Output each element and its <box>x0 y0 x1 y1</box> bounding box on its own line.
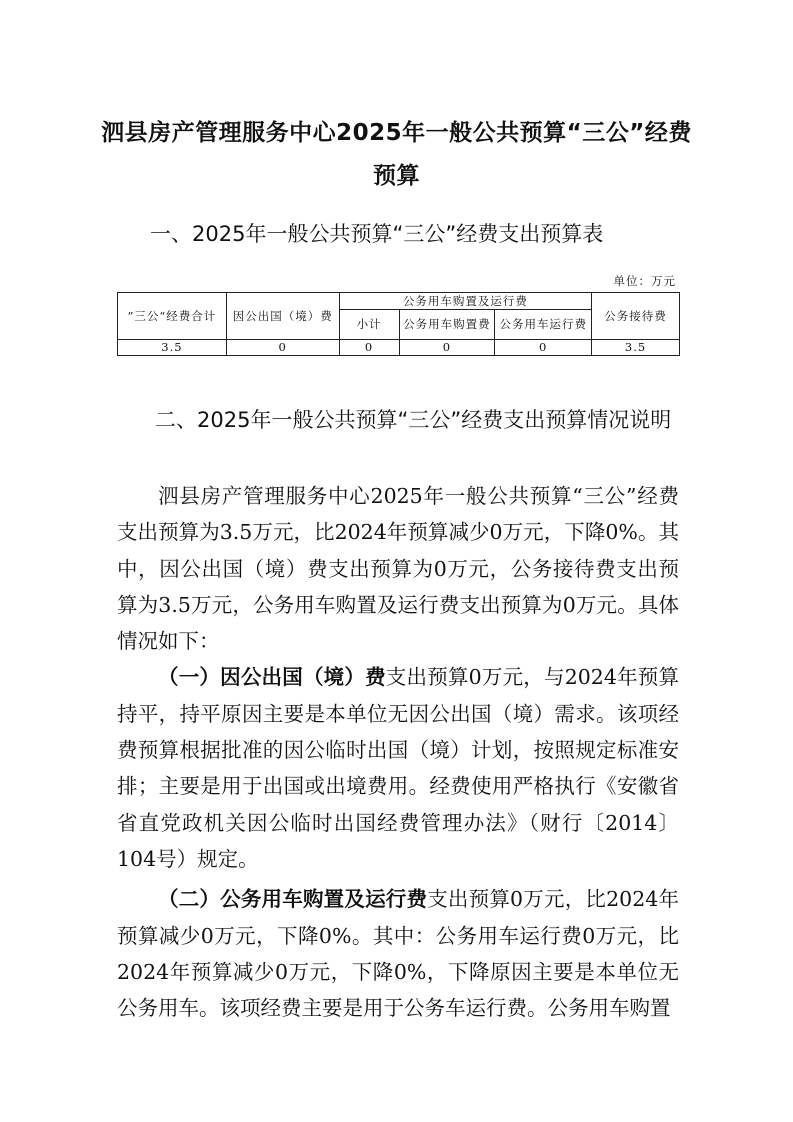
unit-label: 单位：万元 <box>613 274 676 288</box>
header-reception: 公务接待费 <box>592 293 680 340</box>
cell-subtotal: 0 <box>339 340 399 356</box>
cell-operation: 0 <box>495 340 592 356</box>
header-vehicle-operation: 公务用车运行费 <box>495 310 592 340</box>
item2-text: 支出预算0万元，比2024年预算减少0万元，下降0%。其中：公务用车运行费0万元，比2024年预算减少0万元，下降0%，下降原因主要是本单位无公务用车。该项经费主要是用于公务车运行费。公务用车购置 <box>117 887 679 1021</box>
table-row <box>118 340 680 356</box>
item1-text: 支出预算0万元，与2024年预算持平，持平原因主要是本单位无因公出国（境）需求。该项经费预算根据批准的因公临时出国（境）计划，按照规定标准安排；主要是用于出国或出境费用。经费使用严格执行《安徽省省直党政机关因公临时出国经费管理办法》（财行〔2014〕104号）规定。 <box>117 665 680 871</box>
item1-paragraph <box>117 659 679 877</box>
cell-purchase: 0 <box>399 340 495 356</box>
section1-heading: 一、2025年一般公共预算“三公”经费支出预算表 <box>150 222 604 246</box>
document-title: 泗县房产管理服务中心2025年一般公共预算“三公”经费预算 <box>101 120 692 189</box>
header-subtotal: 小计 <box>339 310 399 340</box>
cell-reception: 3.5 <box>592 340 680 356</box>
intro-paragraph: 泗县房产管理服务中心2025年一般公共预算“三公”经费支出预算为3.5万元，比2024年预算减少0万元，下降0%。其中，因公出国（境）费支出预算为0万元，公务接待费支出预算为3.5万元，公务用车购置及运行费支出预算为0万元。具体情况如下： <box>117 484 679 654</box>
item2-label: （二）公务用车购置及运行费 <box>158 887 428 912</box>
item1-label: （一）因公出国（境）费 <box>158 665 386 690</box>
section2-heading: 二、2025年一般公共预算“三公”经费支出预算情况说明 <box>155 408 672 432</box>
cell-total: 3.5 <box>118 340 227 356</box>
header-vehicle-group: 公务用车购置及运行费 <box>339 293 591 310</box>
header-vehicle-purchase: 公务用车购置费 <box>399 310 495 340</box>
item2-paragraph <box>117 881 679 1026</box>
explanation-body <box>117 478 679 1026</box>
header-abroad: 因公出国（境）费 <box>226 293 339 340</box>
three-public-budget-table <box>117 292 680 356</box>
cell-abroad: 0 <box>226 340 339 356</box>
header-total: ”三公“经费合计 <box>118 293 227 340</box>
